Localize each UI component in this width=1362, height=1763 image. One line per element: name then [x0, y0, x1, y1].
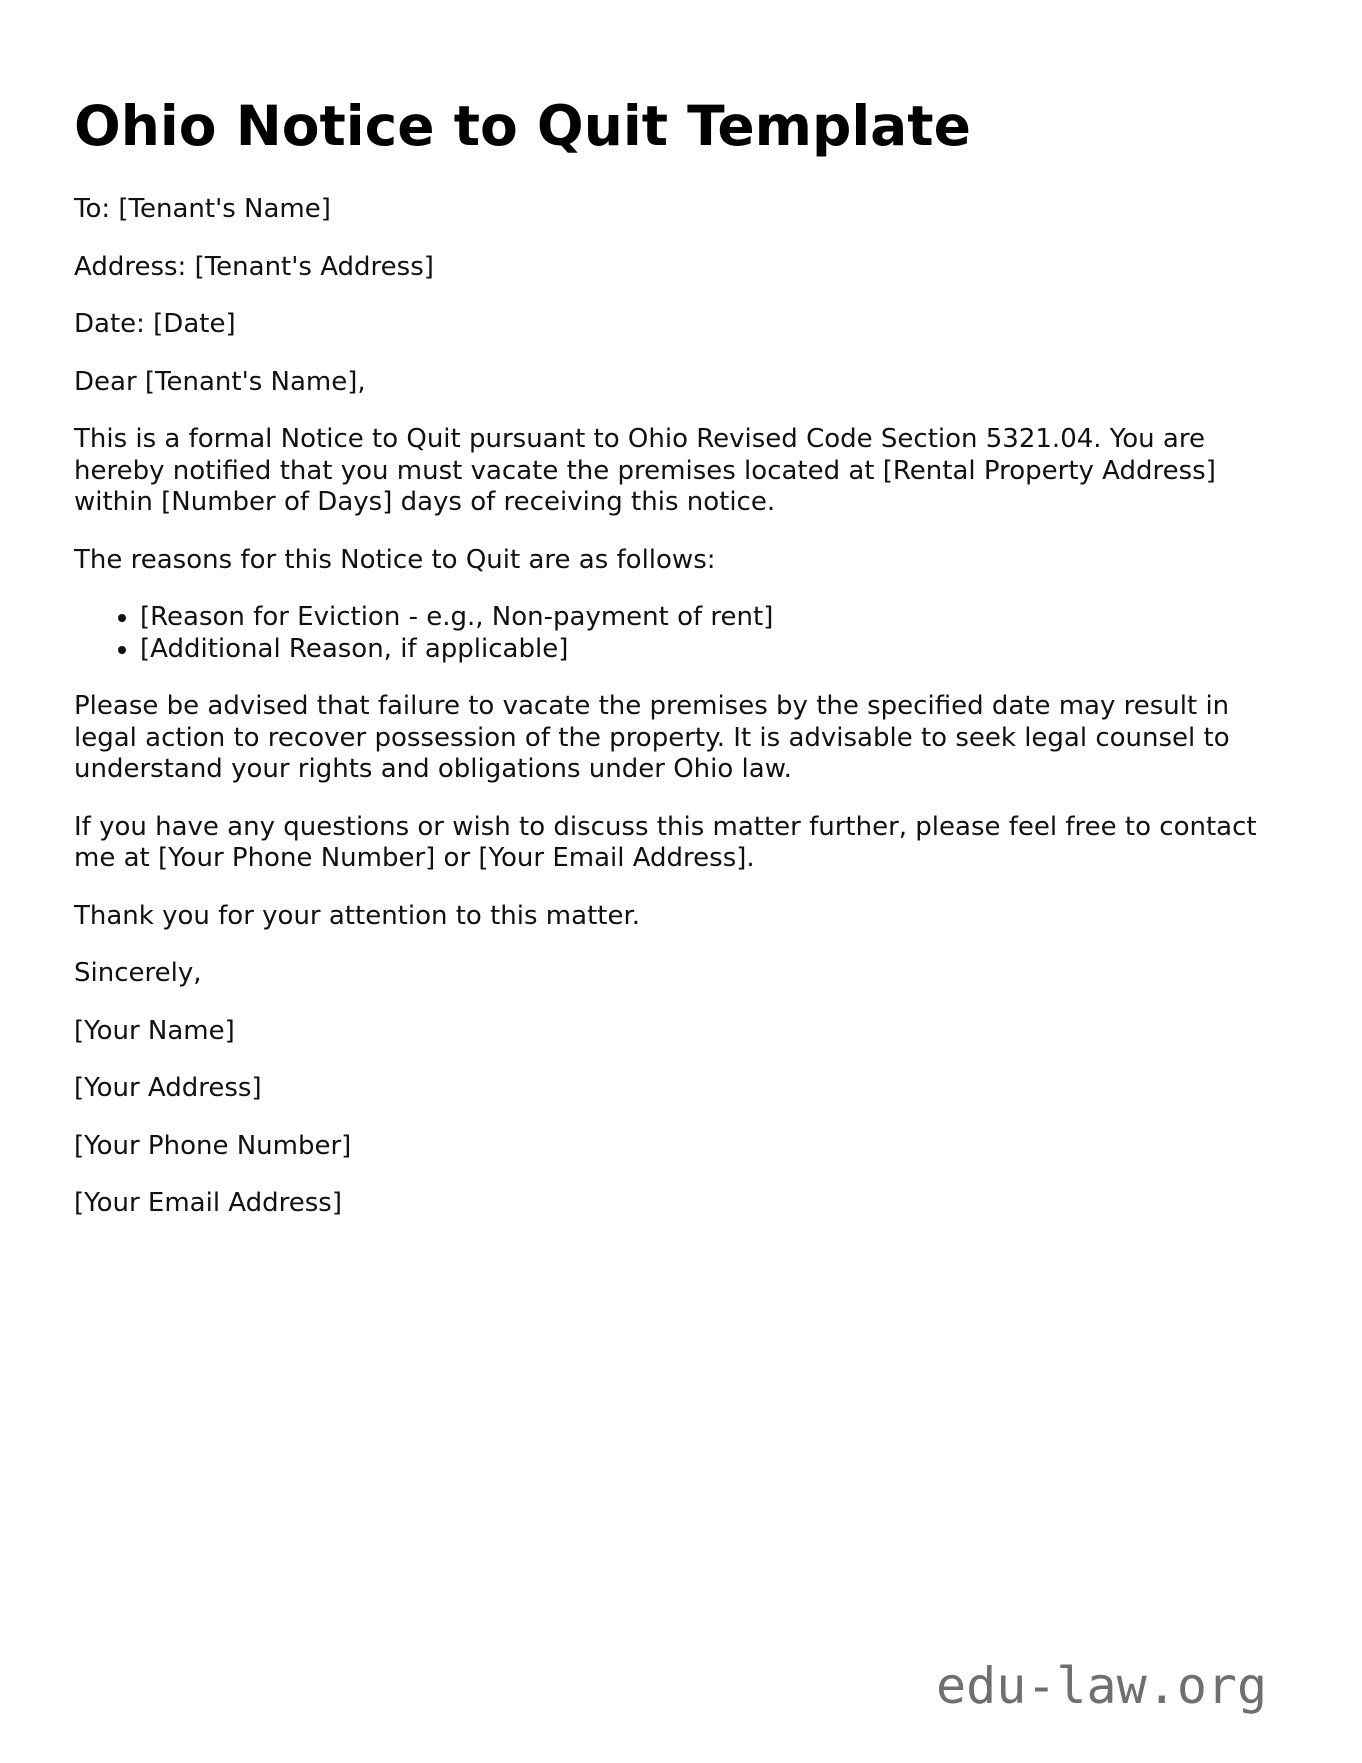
advice-paragraph: Please be advised that failure to vacate the premises by the specified date may result in legal action to recover possession of the property. It is advisable to seek legal counsel to understand your rights and obligations under Ohio law.: [74, 691, 1230, 784]
contact-paragraph: If you have any questions or wish to discuss this matter further, please feel free to contact me at [Your Phone Number] or [Your Email Address].: [74, 811, 1257, 873]
sender-address: [Your Address]: [74, 1073, 262, 1103]
sender-phone: [Your Phone Number]: [74, 1130, 352, 1161]
watermark: edu-law.org: [936, 1657, 1268, 1715]
recipient-to: To: [Tenant's Name]: [74, 194, 331, 224]
sign-off: Sincerely,: [74, 958, 202, 988]
reasons-intro: The reasons for this Notice to Quit are as follows:: [74, 544, 716, 575]
document-page: [74, 92, 1294, 1246]
thanks-paragraph: Thank you for your attention to this matter.: [74, 900, 641, 931]
document-title: Ohio Notice to Quit Template: [74, 94, 971, 158]
intro-paragraph: This is a formal Notice to Quit pursuant to Ohio Revised Code Section 5321.04. You are hereby notified that you must vacate the premises located at [Rental Property Address] within [Number of Days] days of receiving this notice.: [74, 424, 1216, 517]
recipient-address: Address: [Tenant's Address]: [74, 251, 434, 282]
reasons-list: [74, 602, 1294, 665]
sender-name: [Your Name]: [74, 1015, 235, 1046]
salutation: Dear [Tenant's Name],: [74, 366, 366, 397]
list-item: • [Reason for Eviction - e.g., Non-payment of rent]: [140, 602, 1294, 634]
notice-date: Date: [Date]: [74, 309, 236, 339]
sender-email: [Your Email Address]: [74, 1188, 342, 1218]
list-item: • [Additional Reason, if applicable]: [140, 634, 1294, 666]
